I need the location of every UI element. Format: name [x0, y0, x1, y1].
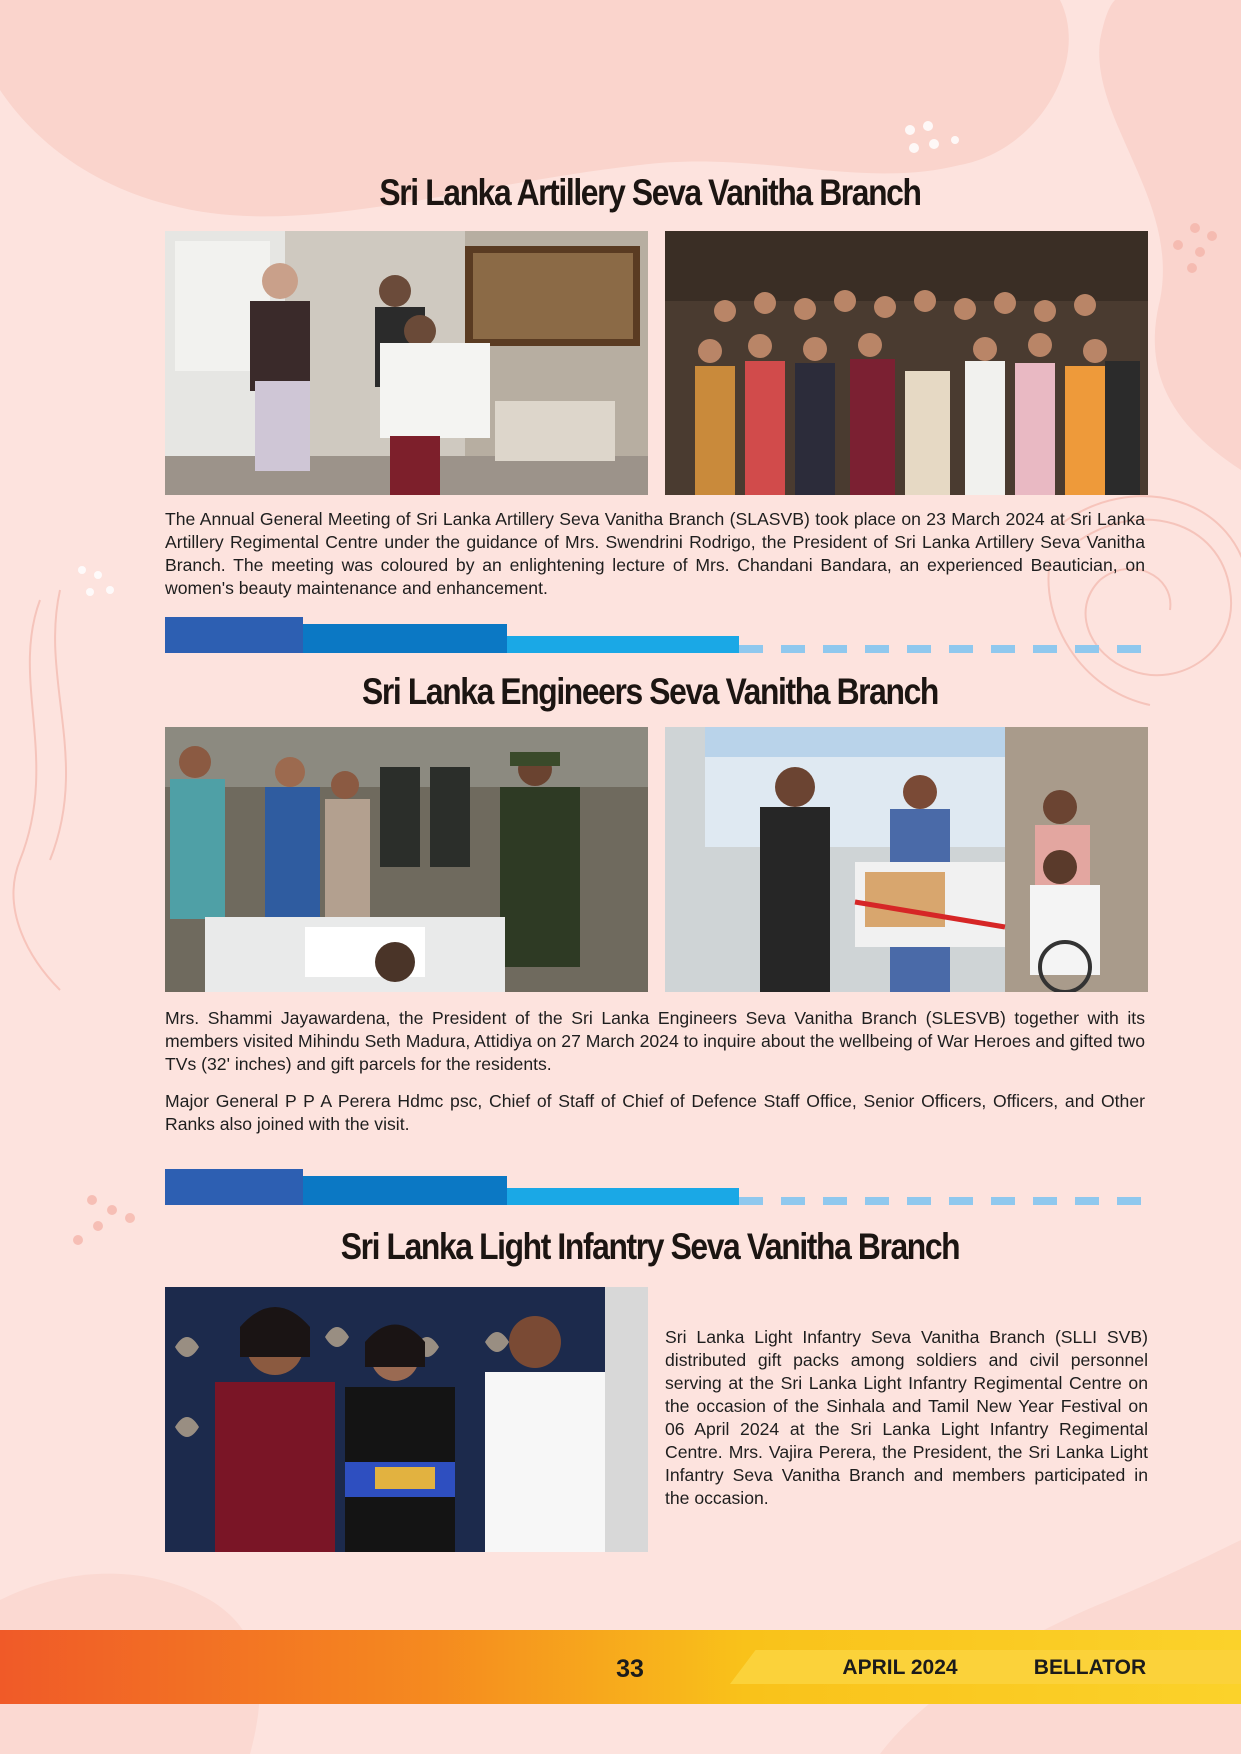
issue-date: APRIL 2024: [842, 1656, 958, 1679]
paragraph-light-infantry: Sri Lanka Light Infantry Seva Vanitha Branch (SLLI SVB) distributed gift packs among soldiers and civil personnel serving at the Sri Lanka Light Infantry Regimental Centre on the occasion of the Sinhala and Tamil New Year Festival on 06 April 2024 at the Sri Lanka Light Infantry Regimental Centre. Mrs. Vajira Perera, the President, the Sri Lanka Light Infantry Seva Vanitha Branch and members participated in the occasion.: [665, 1327, 1148, 1508]
photo-artillery-group: [665, 231, 1148, 495]
section-divider: [165, 617, 1148, 653]
photo-light-infantry-gift: [165, 1287, 648, 1552]
section-heading-engineers: Sri Lanka Engineers Seva Vanitha Branch: [362, 671, 938, 712]
section-heading-light-infantry: Sri Lanka Light Infantry Seva Vanitha Branch: [340, 1226, 960, 1267]
photo-engineers-visit: [165, 727, 648, 992]
paragraph-engineers-2: Major General P P A Perera Hdmc psc, Chief of Staff of Chief of Defence Staff Office, Senior Officers, Officers, and Other Ranks also joined with the visit.: [165, 1091, 1145, 1134]
paragraph-artillery: The Annual General Meeting of Sri Lanka Artillery Seva Vanitha Branch (SLASVB) took place on 23 March 2024 at Sri Lanka Artillery Regimental Centre under the guidance of Mrs. Swendrini Rodrigo, the President of Sri Lanka Artillery Seva Vanitha Branch. The meeting was coloured by an enlightening lecture of Mrs. Chandani Bandara, an experienced Beautician, on women's beauty maintenance and enhancement.: [165, 509, 1145, 598]
photo-engineers-tv-gift: [665, 727, 1148, 992]
paragraph-engineers-1: Mrs. Shammi Jayawardena, the President of the Sri Lanka Engineers Seva Vanitha Branch (SLESVB) together with its members visited Mihindu Seth Madura, Attidiya on 27 March 2024 to inquire about the wellbeing of War Heroes and gifted two TVs (32' inches) and gift parcels for the residents.: [165, 1008, 1145, 1074]
section-divider: [165, 1169, 1148, 1205]
photo-artillery-lecture: [165, 231, 648, 495]
magazine-name: BELLATOR: [1033, 1656, 1147, 1679]
section-heading-artillery: Sri Lanka Artillery Seva Vanitha Branch: [379, 172, 921, 213]
page-number: 33: [616, 1655, 644, 1683]
